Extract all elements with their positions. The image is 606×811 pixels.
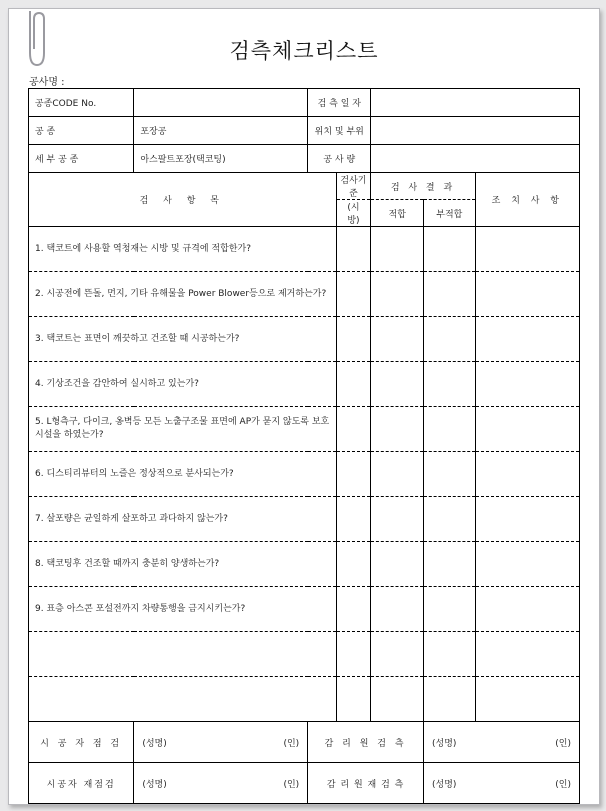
inspection-item-text bbox=[29, 677, 337, 722]
col-item-header: 검 사 항 목 bbox=[29, 173, 337, 227]
seal-label: (인) bbox=[555, 738, 571, 749]
page-title: 검측체크리스트 bbox=[229, 39, 379, 63]
action-cell[interactable] bbox=[475, 677, 579, 722]
action-cell[interactable] bbox=[475, 227, 579, 272]
sign-label: (성명) bbox=[432, 779, 457, 790]
result-ok-cell[interactable] bbox=[371, 587, 424, 632]
result-ng-cell[interactable] bbox=[424, 227, 476, 272]
col-standard-header: 검사기준 bbox=[336, 173, 371, 200]
result-ng-cell[interactable] bbox=[424, 632, 476, 677]
sign-label: (성명) bbox=[432, 738, 457, 749]
contractor-recheck-sign[interactable] bbox=[134, 763, 308, 804]
result-ok-cell[interactable] bbox=[371, 542, 424, 587]
action-cell[interactable] bbox=[475, 497, 579, 542]
standard-cell[interactable] bbox=[336, 542, 371, 587]
result-ng-cell[interactable] bbox=[424, 452, 476, 497]
inspection-item-text: 9. 표층 아스콘 포설전까지 차량통행을 금지시키는가? bbox=[29, 587, 337, 632]
standard-cell[interactable] bbox=[336, 632, 371, 677]
contractor-check-label: 시 공 자 점 검 bbox=[29, 722, 134, 763]
table-row bbox=[29, 227, 580, 272]
action-cell[interactable] bbox=[475, 362, 579, 407]
inspection-item-text: 3. 택코트는 표면이 깨끗하고 건조할 때 시공하는가? bbox=[29, 317, 337, 362]
result-ok-cell[interactable] bbox=[371, 227, 424, 272]
detail-work-label: 세 부 공 종 bbox=[29, 145, 134, 173]
location-value[interactable] bbox=[371, 117, 580, 145]
supervisor-check-sign[interactable] bbox=[424, 722, 580, 763]
quantity-label: 공 사 량 bbox=[308, 145, 371, 173]
result-ok-cell[interactable] bbox=[371, 362, 424, 407]
table-row bbox=[29, 407, 580, 452]
seal-label: (인) bbox=[283, 779, 300, 790]
supervisor-check-label: 감 리 원 검 측 bbox=[308, 722, 424, 763]
location-label: 위치 및 부위 bbox=[308, 117, 371, 145]
supervisor-recheck-sign[interactable] bbox=[424, 763, 580, 804]
inspection-items bbox=[29, 227, 580, 722]
table-row bbox=[29, 452, 580, 497]
table-row bbox=[29, 677, 580, 722]
standard-cell[interactable] bbox=[336, 272, 371, 317]
table-row bbox=[29, 587, 580, 632]
work-type-value[interactable]: 포장공 bbox=[134, 117, 308, 145]
inspection-item-text: 7. 살포량은 균일하게 살포하고 과다하지 않는가? bbox=[29, 497, 337, 542]
col-result-header: 검 사 결 과 bbox=[371, 173, 475, 200]
result-ng-cell[interactable] bbox=[424, 317, 476, 362]
sign-label: (성명) bbox=[142, 738, 167, 749]
result-ok-cell[interactable] bbox=[371, 497, 424, 542]
standard-cell[interactable] bbox=[336, 362, 371, 407]
table-row bbox=[29, 317, 580, 362]
table-row bbox=[29, 497, 580, 542]
col-ok-header: 적합 bbox=[371, 200, 424, 227]
inspection-item-text: 6. 디스티리뷰터의 노즐은 정상적으로 분사되는가? bbox=[29, 452, 337, 497]
quantity-value[interactable] bbox=[371, 145, 580, 173]
action-cell[interactable] bbox=[475, 587, 579, 632]
inspection-item-text bbox=[29, 632, 337, 677]
action-cell[interactable] bbox=[475, 452, 579, 497]
inspection-date-value[interactable] bbox=[371, 89, 580, 117]
project-name-label: 공사명 : bbox=[29, 77, 65, 88]
result-ng-cell[interactable] bbox=[424, 362, 476, 407]
result-ok-cell[interactable] bbox=[371, 452, 424, 497]
result-ng-cell[interactable] bbox=[424, 587, 476, 632]
table-row bbox=[29, 362, 580, 407]
inspection-item-text: 5. L형측구, 다이크, 옹벽등 모든 노출구조물 표면에 AP가 묻지 않도록 보호시설을 하였는가? bbox=[29, 407, 337, 452]
action-cell[interactable] bbox=[475, 632, 579, 677]
standard-cell[interactable] bbox=[336, 587, 371, 632]
seal-label: (인) bbox=[555, 779, 571, 790]
standard-cell[interactable] bbox=[336, 497, 371, 542]
action-cell[interactable] bbox=[475, 542, 579, 587]
table-row bbox=[29, 272, 580, 317]
inspection-item-text: 2. 시공전에 뜬돌, 먼지, 기타 유해물을 Power Blower등으로 제거하는가? bbox=[29, 272, 337, 317]
result-ng-cell[interactable] bbox=[424, 542, 476, 587]
standard-cell[interactable] bbox=[336, 677, 371, 722]
col-ng-header: 부적합 bbox=[424, 200, 476, 227]
result-ng-cell[interactable] bbox=[424, 497, 476, 542]
inspection-item-text: 1. 택코트에 사용할 역청재는 시방 및 규격에 적합한가? bbox=[29, 227, 337, 272]
table-row bbox=[29, 632, 580, 677]
checklist-sheet bbox=[8, 8, 600, 805]
supervisor-recheck-label: 감 리 원 재 검 측 bbox=[308, 763, 424, 804]
result-ng-cell[interactable] bbox=[424, 407, 476, 452]
col-action-header: 조 치 사 항 bbox=[475, 173, 579, 227]
action-cell[interactable] bbox=[475, 317, 579, 362]
inspection-table bbox=[28, 88, 580, 804]
inspection-item-text: 4. 기상조건을 감안하여 실시하고 있는가? bbox=[29, 362, 337, 407]
inspection-item-text: 8. 택코팅후 건조할 때까지 충분히 양생하는가? bbox=[29, 542, 337, 587]
inspection-date-label: 검 측 일 자 bbox=[308, 89, 371, 117]
work-type-label: 공 종 bbox=[29, 117, 134, 145]
result-ok-cell[interactable] bbox=[371, 317, 424, 362]
standard-cell[interactable] bbox=[336, 452, 371, 497]
seal-label: (인) bbox=[283, 738, 300, 749]
contractor-check-sign[interactable] bbox=[134, 722, 308, 763]
result-ng-cell[interactable] bbox=[424, 677, 476, 722]
result-ok-cell[interactable] bbox=[371, 272, 424, 317]
result-ok-cell[interactable] bbox=[371, 632, 424, 677]
result-ok-cell[interactable] bbox=[371, 407, 424, 452]
standard-cell[interactable] bbox=[336, 407, 371, 452]
contractor-recheck-label: 시공자 재점검 bbox=[29, 763, 134, 804]
work-code-label: 공종CODE No. bbox=[29, 89, 134, 117]
action-cell[interactable] bbox=[475, 272, 579, 317]
action-cell[interactable] bbox=[475, 407, 579, 452]
table-row bbox=[29, 542, 580, 587]
standard-cell[interactable] bbox=[336, 317, 371, 362]
sign-label: (성명) bbox=[142, 779, 167, 790]
col-standard-sub: (시방) bbox=[336, 200, 371, 227]
standard-cell[interactable] bbox=[336, 227, 371, 272]
work-code-value[interactable] bbox=[134, 89, 308, 117]
detail-work-value[interactable]: 아스팔트포장(택코팅) bbox=[134, 145, 308, 173]
result-ok-cell[interactable] bbox=[371, 677, 424, 722]
result-ng-cell[interactable] bbox=[424, 272, 476, 317]
